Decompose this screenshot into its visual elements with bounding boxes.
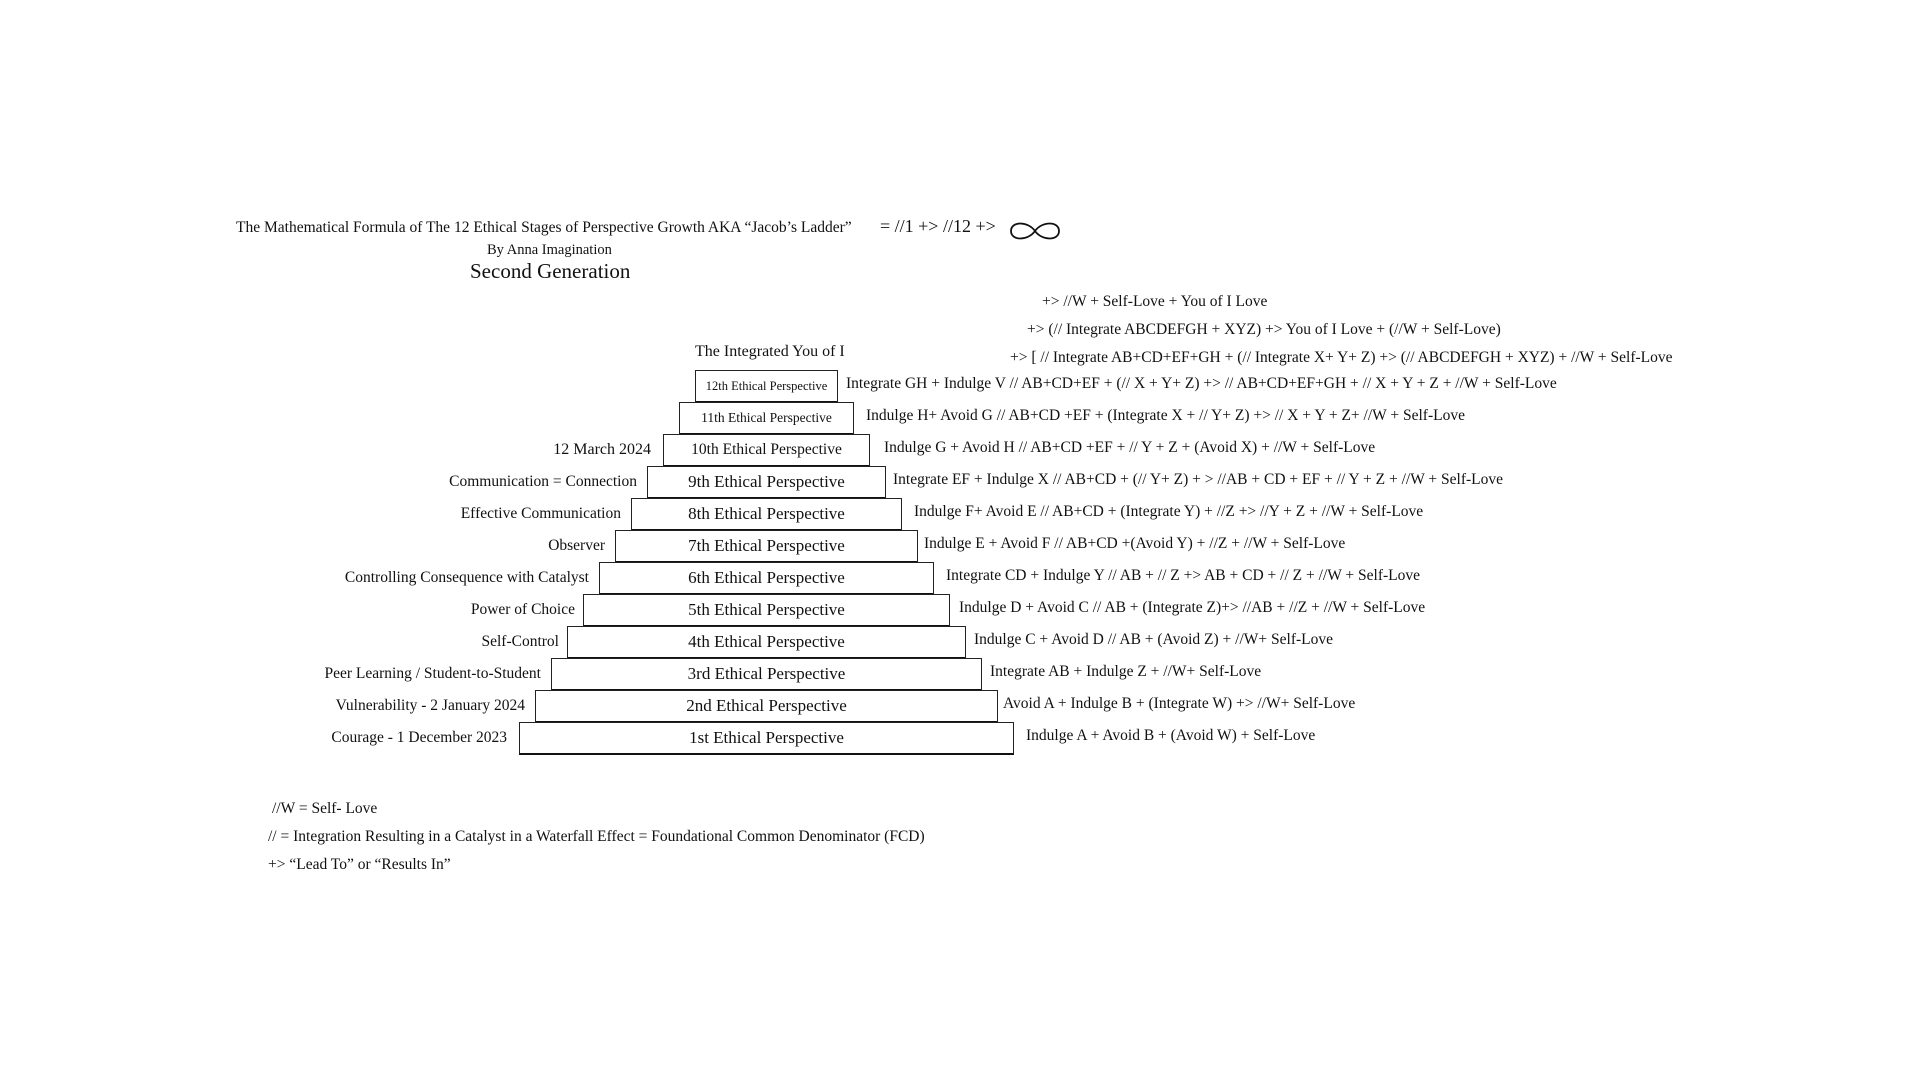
ladder-step-label: 10th Ethical Perspective (691, 441, 842, 458)
ladder-step-box (663, 434, 870, 467)
legend-item: //W = Self- Love (272, 800, 378, 817)
ladder-step-box (631, 498, 902, 531)
ladder-right-formula: Indulge E + Avoid F // AB+CD +(Avoid Y) + //Z + //W + Self-Love (924, 535, 1346, 552)
ladder-left-annotation: Power of Choice (470, 601, 575, 618)
ladder-step-box (679, 402, 854, 435)
diagram-title: The Mathematical Formula of The 12 Ethical Stages of Perspective Growth AKA “Jacob’s Ladder” (236, 219, 852, 236)
ladder-right-formula: Integrate GH + Indulge V // AB+CD+EF + (// X + Y+ Z) +> // AB+CD+EF+GH + // X + Y + Z + //W + Self-Love (846, 375, 1557, 392)
ladder-right-formula: Avoid A + Indulge B + (Integrate W) +> //W+ Self-Love (1003, 695, 1356, 712)
ladder-right-formula: Indulge G + Avoid H // AB+CD +EF + // Y + Z + (Avoid X) + //W + Self-Love (884, 439, 1376, 456)
ladder-step-label: 6th Ethical Perspective (688, 568, 845, 587)
ladder-left-annotation: Peer Learning / Student-to-Student (324, 665, 541, 682)
ladder-left-annotation: 12 March 2024 (553, 441, 651, 458)
ladder-step-box (583, 594, 950, 627)
ladder-left-annotation: Vulnerability - 2 January 2024 (335, 697, 525, 714)
infinity-icon (1008, 218, 1062, 244)
apex-formula-line: +> [ // Integrate AB+CD+EF+GH + (// Integrate X+ Y+ Z) +> (// ABCDEFGH + XYZ) + //W + Self-Love (1010, 349, 1673, 366)
ladder-step-label: 3rd Ethical Perspective (687, 664, 846, 683)
ladder-left-annotation: Effective Communication (460, 505, 621, 522)
ladder-right-formula: Indulge D + Avoid C // AB + (Integrate Z)+> //AB + //Z + //W + Self-Love (959, 599, 1426, 616)
title-formula: = //1 +> //12 +> (880, 216, 996, 236)
apex-formula-line: +> //W + Self-Love + You of I Love (1042, 293, 1268, 310)
ladder-left-annotation: Observer (548, 537, 605, 554)
ladder-left-annotation: Controlling Consequence with Catalyst (344, 569, 589, 586)
legend-item: +> “Lead To” or “Results In” (268, 856, 451, 873)
ladder-right-formula: Indulge C + Avoid D // AB + (Avoid Z) + //W+ Self-Love (974, 631, 1333, 648)
ladder-right-formula: Indulge H+ Avoid G // AB+CD +EF + (Integrate X + // Y+ Z) +> // X + Y + Z+ //W + Self-Love (866, 407, 1465, 424)
ladder-left-annotation: Communication = Connection (449, 473, 637, 490)
ladder-step-box (599, 562, 934, 595)
apex-label: The Integrated You of I (695, 343, 845, 360)
ladder-step-label: 8th Ethical Perspective (688, 504, 845, 523)
ladder-step-label: 7th Ethical Perspective (688, 536, 845, 555)
ladder-left-annotation: Courage - 1 December 2023 (331, 729, 507, 746)
ladder-step-label: 1st Ethical Perspective (689, 728, 844, 747)
author-line: By Anna Imagination (487, 242, 612, 258)
generation-heading: Second Generation (470, 259, 631, 283)
ladder-step-box (567, 626, 966, 659)
apex-formula-line: +> (// Integrate ABCDEFGH + XYZ) +> You of I Love + (//W + Self-Love) (1027, 321, 1501, 338)
ladder-step-box (615, 530, 918, 563)
ladder-step-box (519, 722, 1014, 755)
ladder-step-label: 5th Ethical Perspective (688, 600, 845, 619)
legend-item: // = Integration Resulting in a Catalyst in a Waterfall Effect = Foundational Common Denominator (FCD) (268, 828, 925, 845)
ladder-right-formula: Integrate CD + Indulge Y // AB + // Z +> AB + CD + // Z + //W + Self-Love (946, 567, 1421, 584)
ladder-step-label: 9th Ethical Perspective (688, 472, 845, 491)
ladder-step-box (647, 466, 886, 499)
ladder-step-label: 4th Ethical Perspective (688, 632, 845, 651)
ladder-right-formula: Indulge A + Avoid B + (Avoid W) + Self-Love (1026, 727, 1316, 744)
ladder-step-box (695, 370, 838, 403)
ladder-step-label: 2nd Ethical Perspective (686, 696, 847, 715)
ladder-step-label: 11th Ethical Perspective (701, 410, 832, 425)
ladder-left-annotation: Self-Control (481, 633, 559, 650)
ladder-step-label: 12th Ethical Perspective (705, 378, 828, 393)
ladder-step-box (535, 690, 998, 723)
ladder-right-formula: Indulge F+ Avoid E // AB+CD + (Integrate Y) + //Z +> //Y + Z + //W + Self-Love (914, 503, 1424, 520)
ladder-right-formula: Integrate EF + Indulge X // AB+CD + (// Y+ Z) + > //AB + CD + EF + // Y + Z + //W + Self-Love (893, 471, 1504, 488)
ladder-step-box (551, 658, 982, 691)
ladder-right-formula: Integrate AB + Indulge Z + //W+ Self-Love (990, 663, 1262, 680)
